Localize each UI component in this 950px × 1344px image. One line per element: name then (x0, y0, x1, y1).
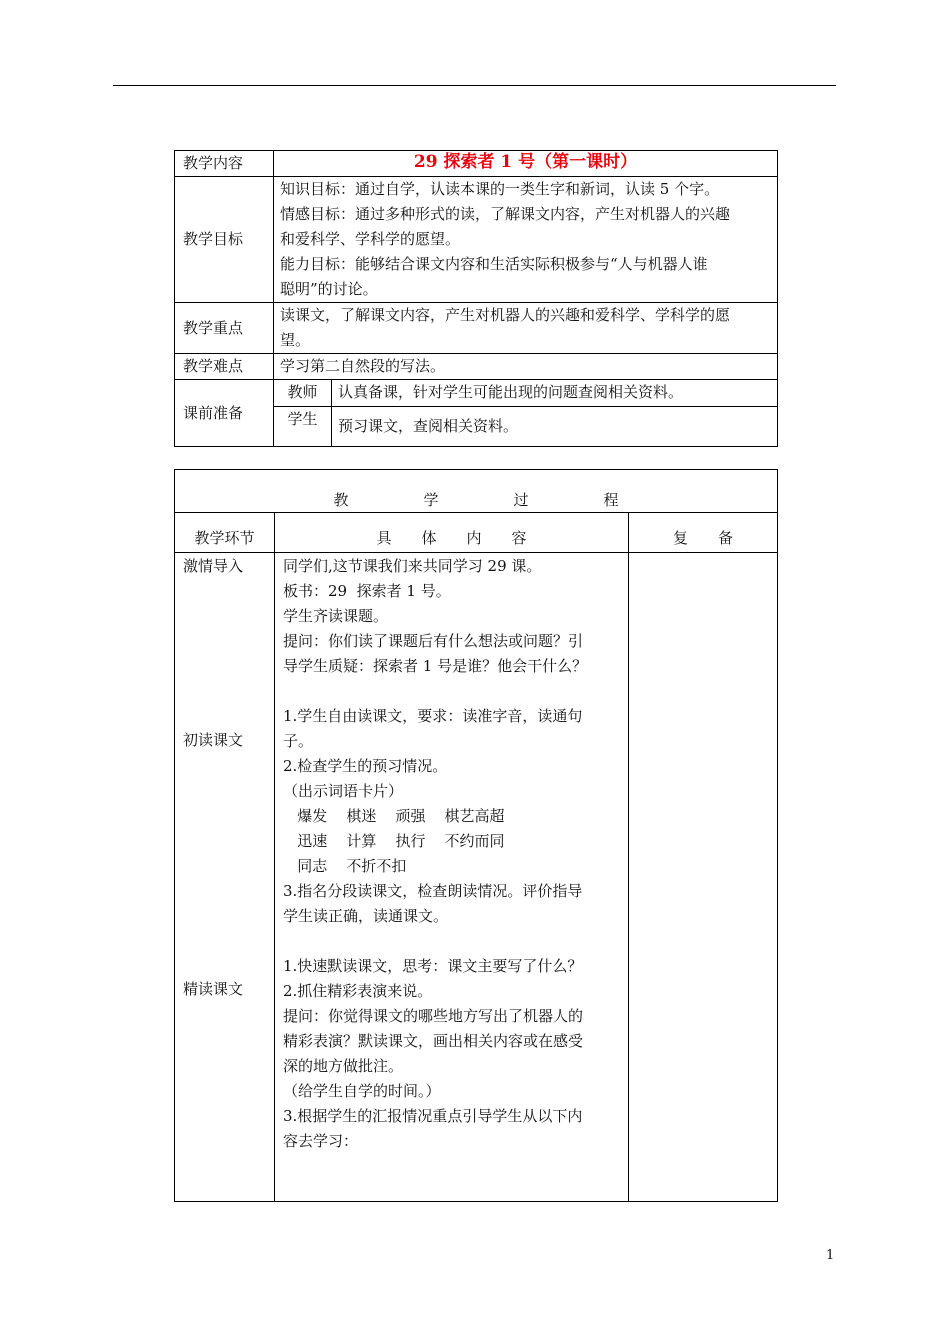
goal-line: 情感目标：通过多种形式的读，了解课文内容，产生对机器人的兴趣 (280, 205, 731, 223)
content-line: 板书：29 探索者 1 号。 (283, 582, 451, 600)
header-rule (113, 85, 836, 86)
student-label: 学生 (274, 407, 332, 447)
content-line: 提问：你们读了课题后有什么想法或问题？引 (283, 632, 584, 650)
stage-first-reading: 初读课文 (183, 731, 244, 749)
goals-cell (274, 177, 778, 303)
key-label: 教学重点 (175, 303, 274, 354)
col-review-header: 复 备 (629, 513, 778, 553)
review-cell (629, 553, 778, 1202)
page-number: 1 (826, 1248, 835, 1263)
goal-line: 能力目标：能够结合课文内容和生活实际积极参与“人与机器人谁 (280, 255, 708, 273)
difficulty-text: 学习第二自然段的写法。 (274, 354, 778, 380)
key-cell (274, 303, 778, 354)
prep-label: 课前准备 (175, 380, 274, 447)
lesson-info-table (174, 150, 778, 447)
teaching-process-table (174, 469, 778, 1202)
content-spacer (283, 679, 622, 704)
content-line: 提问：你觉得课文的哪些地方写出了机器人的 (283, 1007, 584, 1025)
content-label: 教学内容 (175, 151, 274, 177)
process-heading: 教 学 过 程 (175, 470, 778, 513)
content-line: 子。 (283, 732, 314, 750)
col-content-header: 具 体 内 容 (275, 513, 629, 553)
content-line: （出示词语卡片） (283, 782, 404, 800)
content-line: 导学生质疑：探索者 1 号是谁？他会干什么？ (283, 657, 588, 675)
teacher-label: 教师 (274, 380, 332, 407)
vocab-line: 同志 不折不扣 (283, 857, 407, 875)
content-line: 1.学生自由读课文，要求：读准字音，读通句 (283, 707, 583, 725)
content-line: 容去学习： (283, 1132, 359, 1150)
content-line: 同学们,这节课我们来共同学习 29 课。 (283, 557, 542, 575)
stage-cell (175, 553, 275, 1202)
content-line: 1.快速默读课文，思考：课文主要写了什么？ (283, 957, 583, 975)
key-line: 望。 (280, 331, 311, 349)
content-cell (275, 553, 629, 1202)
content-line: 2.检查学生的预习情况。 (283, 757, 448, 775)
student-text: 预习课文，查阅相关资料。 (332, 407, 778, 447)
goal-line: 聪明”的讨论。 (280, 280, 378, 298)
vocab-line: 迅速 计算 执行 不约而同 (283, 832, 505, 850)
col-stage-header: 教学环节 (175, 513, 275, 553)
content-line: 3.指名分段读课文，检查朗读情况。评价指导 (283, 882, 583, 900)
content-line: 学生读正确，读通课文。 (283, 907, 449, 925)
content-spacer (283, 929, 622, 954)
lesson-title: 29 探索者 1 号（第一课时） (274, 151, 778, 177)
content-line: 精彩表演？默读课文，画出相关内容或在感受 (283, 1032, 584, 1050)
content-line: 深的地方做批注。 (283, 1057, 404, 1075)
vocab-line: 爆发 棋迷 顽强 棋艺高超 (283, 807, 505, 825)
goal-line: 知识目标：通过自学，认读本课的一类生字和新词，认读 5 个字。 (280, 180, 720, 198)
goal-line: 和爱科学、学科学的愿望。 (280, 230, 461, 248)
content-line: （给学生自学的时间。） (283, 1082, 441, 1100)
stage-close-reading: 精读课文 (183, 980, 244, 998)
stage-intro: 激情导入 (183, 557, 244, 575)
teacher-text: 认真备课，针对学生可能出现的问题查阅相关资料。 (332, 380, 778, 407)
goals-label: 教学目标 (175, 177, 274, 303)
key-line: 读课文，了解课文内容，产生对机器人的兴趣和爱科学、学科学的愿 (280, 306, 731, 324)
content-line: 3.根据学生的汇报情况重点引导学生从以下内 (283, 1107, 583, 1125)
difficulty-label: 教学难点 (175, 354, 274, 380)
content-line: 2.抓住精彩表演来说。 (283, 982, 433, 1000)
content-line: 学生齐读课题。 (283, 607, 389, 625)
